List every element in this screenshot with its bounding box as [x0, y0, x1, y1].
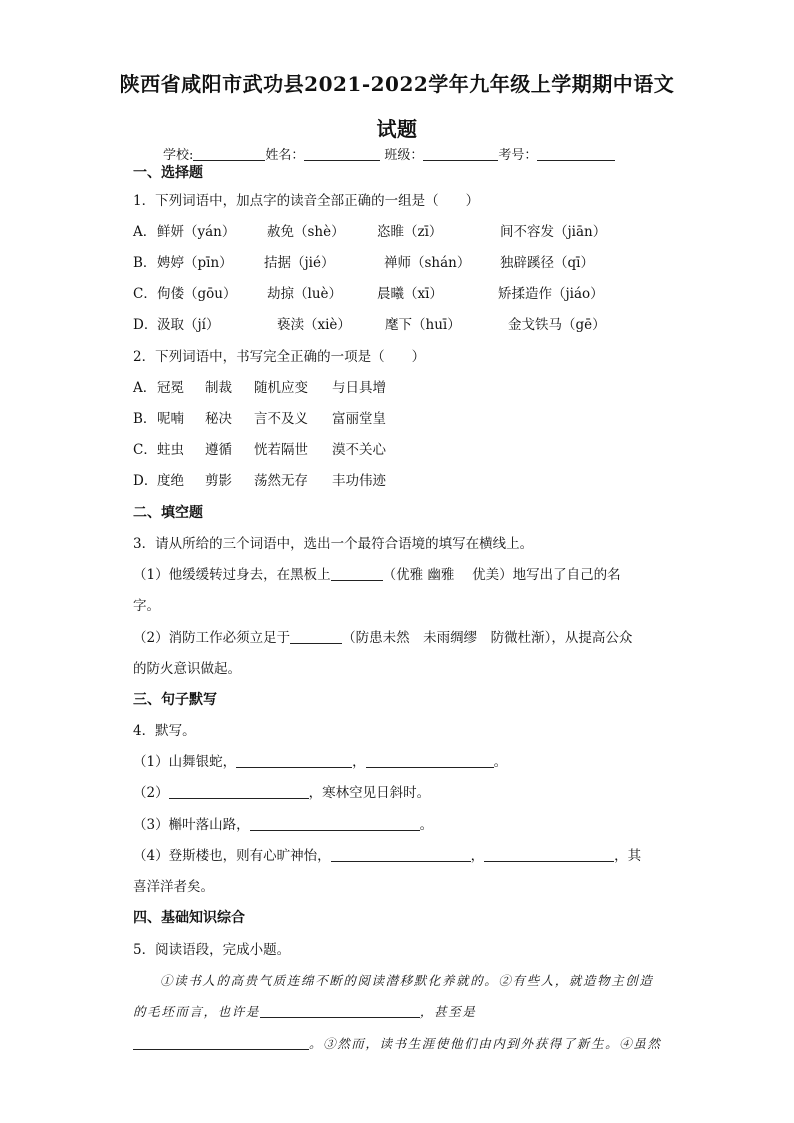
option-item: 恍若隔世 [254, 442, 308, 458]
option-item: 制裁 [205, 380, 232, 396]
option-item: 丰功伟迹 [332, 473, 386, 489]
option-item: 言不及义 [254, 411, 308, 427]
option-item: 荡然无存 [254, 473, 308, 489]
exam-no-label: 考号： [498, 148, 538, 163]
option-item: 赦免（shè） [267, 224, 345, 240]
fill-text: （1）他缓缓转过身去，在黑板上 [133, 567, 331, 583]
option-item: 呢喃 [157, 411, 184, 427]
option-label: D． [133, 317, 158, 333]
page-title-continued: 试题 [376, 117, 418, 141]
class-label: 班级： [384, 148, 424, 163]
answer-blank[interactable] [133, 1035, 309, 1050]
option-item: 亵渎（xiè） [277, 317, 351, 333]
section-heading: 四、基础知识综合 [133, 910, 245, 926]
answer-blank[interactable] [366, 753, 494, 768]
answer-blank[interactable] [290, 629, 342, 644]
answer-blank[interactable] [331, 847, 471, 862]
option-item: 蛀虫 [157, 442, 184, 458]
option-item: 劫掠（luè） [267, 286, 343, 302]
passage-line [133, 1034, 662, 1054]
option-item: 矫揉造作（jiáo） [498, 286, 604, 302]
option-item: 独辟蹊径（qī） [500, 255, 594, 271]
recite-text: 喜洋洋者矣。 [133, 879, 214, 895]
passage-text: ，甚至是 [419, 1004, 477, 1019]
fill-line [133, 565, 621, 585]
passage-line [133, 1002, 476, 1022]
option-label: C． [133, 442, 157, 458]
page-title: 陕西省咸阳市武功县2021-2022学年九年级上学期期中语文 [119, 72, 675, 96]
option-item: 恣睢（zī） [377, 224, 443, 240]
section-heading: 二、填空题 [133, 505, 203, 521]
option-label: A． [133, 224, 157, 240]
question-stem: 1．下列词语中，加点字的读音全部正确的一组是（ ） [133, 193, 480, 209]
option-item: 晨曦（xī） [377, 286, 443, 302]
question-stem: 5．阅读语段，完成小题。 [133, 942, 291, 958]
school-blank[interactable] [193, 146, 265, 161]
question-stem: 4．默写。 [133, 723, 196, 739]
recite-text: （3）槲叶落山路， [133, 817, 250, 833]
name-blank[interactable] [304, 146, 380, 161]
option-item: 富丽堂皇 [332, 411, 386, 427]
answer-blank[interactable] [169, 784, 309, 799]
option-label: B． [133, 411, 157, 427]
recite-text: （1）山舞银蛇， [133, 754, 237, 770]
fill-text: （防患未然 未雨绸缪 防微杜渐），从提高公众 [342, 630, 633, 646]
option-item: 禅师（shán） [384, 255, 471, 271]
recite-line [133, 783, 430, 803]
option-label: B． [133, 255, 157, 271]
option-item: 娉婷（pīn） [157, 255, 233, 271]
recite-line [133, 752, 507, 772]
school-label: 学校: [163, 148, 194, 163]
option-item: 遵循 [205, 442, 232, 458]
recite-line [133, 846, 641, 866]
option-label: A． [133, 380, 157, 396]
student-info-row [163, 144, 615, 163]
option-item: 间不容发（jiān） [500, 224, 607, 240]
option-item: 汲取（jí） [157, 317, 220, 333]
option-item: 佝偻（gōu） [157, 286, 237, 302]
section-heading: 一、选择题 [133, 165, 203, 181]
answer-blank[interactable] [260, 1003, 420, 1018]
class-blank[interactable] [423, 146, 498, 161]
option-item: 与日具增 [332, 380, 386, 396]
passage-text: 。③然而，读书生涯使他们由内到外获得了新生。④虽然 [309, 1036, 662, 1051]
fill-text: （2）消防工作必须立足于 [133, 630, 291, 646]
answer-blank[interactable] [250, 816, 420, 831]
answer-blank[interactable] [331, 566, 383, 581]
option-item: 金戈铁马（gē） [508, 317, 606, 333]
recite-line [133, 815, 433, 835]
section-heading: 三、句子默写 [133, 692, 217, 708]
option-item: 鲜妍（yán） [157, 224, 236, 240]
recite-text: 。 [419, 817, 434, 833]
option-item: 麾下（huī） [385, 317, 461, 333]
recite-text: （4）登斯楼也，则有心旷神怡， [133, 848, 331, 864]
recite-text: ， [470, 848, 485, 864]
option-item: 冠冕 [157, 380, 184, 396]
fill-text: 字。 [133, 598, 160, 614]
option-item: 度绝 [157, 473, 184, 489]
fill-line [133, 628, 632, 648]
option-label: D． [133, 473, 158, 489]
option-item: 拮据（jié） [264, 255, 335, 271]
fill-text: 的防火意识做起。 [133, 661, 241, 677]
recite-text: 。 [493, 754, 508, 770]
answer-blank[interactable] [236, 753, 352, 768]
recite-text: ，寒林空见日斜时。 [308, 785, 431, 801]
fill-text: （优雅 幽雅 优美）地写出了自己的名 [382, 567, 621, 583]
option-label: C． [133, 286, 157, 302]
recite-text: （2） [133, 785, 169, 801]
question-stem: 2．下列词语中，书写完全正确的一项是（ ） [133, 349, 426, 365]
option-item: 秘决 [205, 411, 232, 427]
name-label: 姓名： [265, 148, 305, 163]
recite-text: ，其 [614, 848, 642, 864]
option-item: 漠不关心 [332, 442, 386, 458]
question-stem: 3．请从所给的三个词语中，选出一个最符合语境的填写在横线上。 [133, 536, 534, 552]
passage-text: 的毛坯而言，也许是 [133, 1004, 260, 1019]
exam-no-blank[interactable] [537, 146, 615, 161]
option-item: 随机应变 [254, 380, 308, 396]
recite-text: ， [352, 754, 366, 770]
passage-line: ①读书人的高贵气质连绵不断的阅读潜移默化养就的。②有些人，就造物主创造 [160, 973, 654, 988]
answer-blank[interactable] [484, 847, 614, 862]
option-item: 剪影 [205, 473, 232, 489]
